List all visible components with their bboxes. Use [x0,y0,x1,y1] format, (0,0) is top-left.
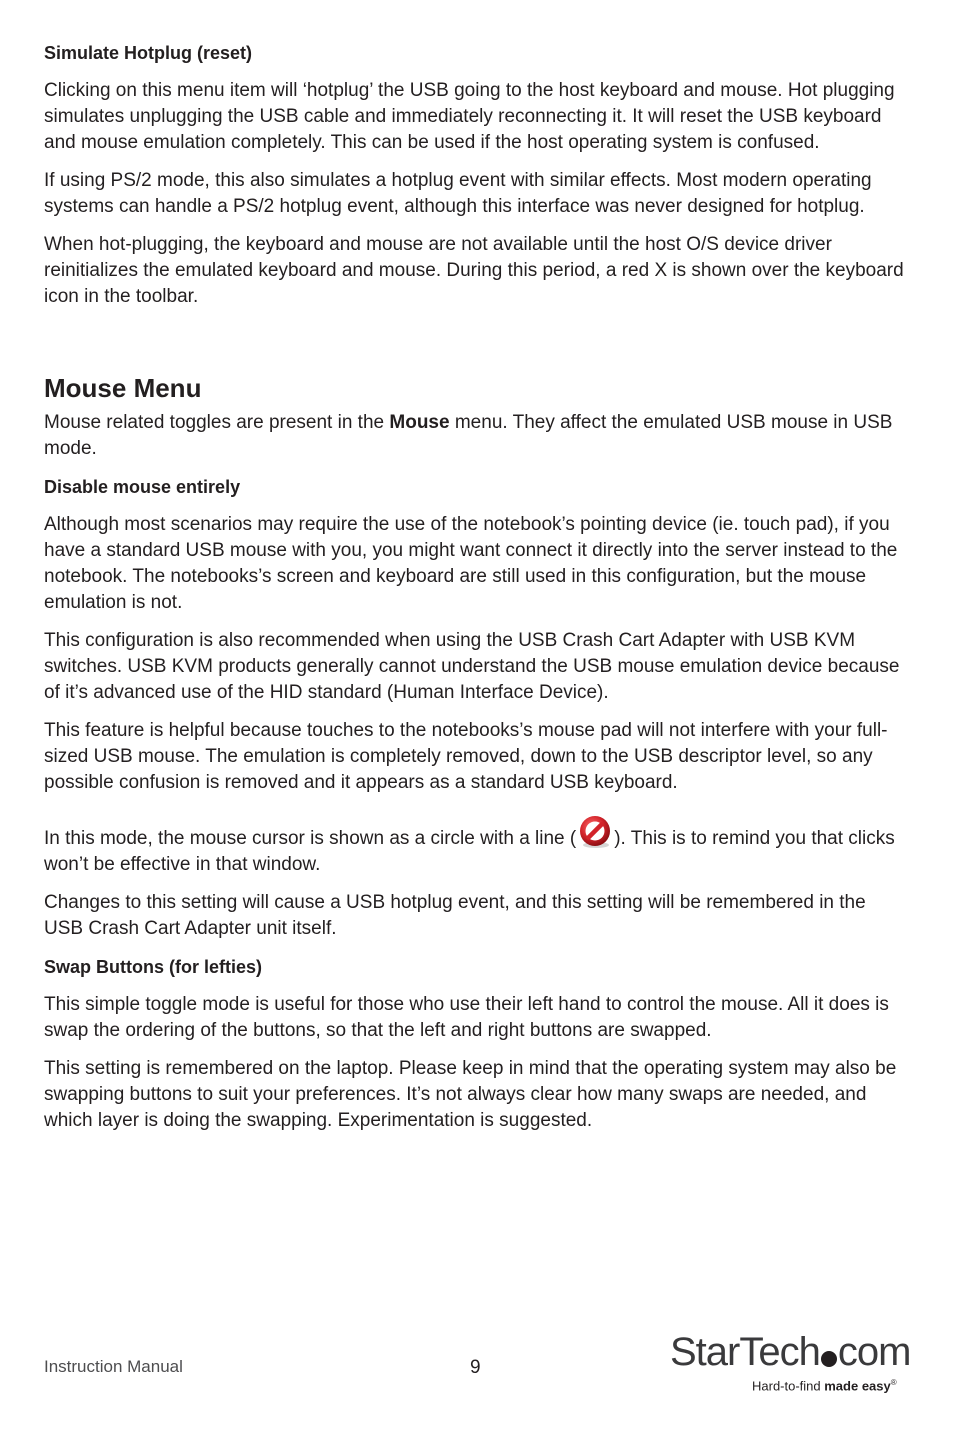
paragraph-text: ). This is to remind you that clicks won’t be effective in that window. [44,828,895,875]
paragraph: Although most scenarios may require the use of the notebook’s pointing device (ie. touch pad), if you have a standard USB mouse with you, you might want connect it directly into the server instead to the notebook. The notebooks’s screen and keyboard are still used in this configuration, but the mouse emulation is not. [44,514,898,613]
subhead-swap-buttons: Swap Buttons (for lefties) [44,957,263,977]
paragraph: If using PS/2 mode, this also simulates a hotplug event with similar effects. Most modern operating systems can handle a PS/2 hotplug event, although this interface was never designed for hotplug. [44,170,872,217]
no-entry-icon [576,814,614,850]
logo-text-part2: com [837,1330,911,1374]
tagline-registered-mark: ® [890,1378,897,1387]
page-content [44,40,910,1146]
tagline-bold: made easy [824,1378,891,1394]
paragraph: This setting is remembered on the laptop. Please keep in mind that the operating system may also be swapping buttons to suit your preferences. It’s not always clear how many swaps are needed, and which layer is doing the swapping. Experimentation is suggested. [44,1058,897,1131]
logo-text-part1: StarTech [670,1330,820,1374]
paragraph: This feature is helpful because touches to the notebooks’s mouse pad will not interfere with your full-sized USB mouse. The emulation is completely removed, down to the USB descriptor level, so any possible confusion is removed and it appears as a standard USB keyboard. [44,720,888,793]
paragraph-with-icon [44,814,910,878]
page-number: 9 [470,1357,481,1378]
tagline-light: Hard-to-find [752,1378,825,1394]
footer-label: Instruction Manual [44,1357,183,1376]
subhead-simulate-hotplug: Simulate Hotplug (reset) [44,43,253,63]
paragraph-text: In this mode, the mouse cursor is shown as a circle with a line ( [44,828,577,849]
startech-logo [670,1330,920,1400]
intro-bold-mouse: Mouse [389,412,450,433]
paragraph: This configuration is also recommended when using the USB Crash Cart Adapter with USB KVM switches. USB KVM products generally cannot understand the USB mouse emulation device because of it’s advanced use of the HID standard (Human Interface Device). [44,630,900,703]
intro-text: menu. They affect the emulated USB mouse in USB mode. [44,412,893,459]
logo-dot-icon [821,1351,837,1367]
paragraph: This simple toggle mode is useful for those who use their left hand to control the mouse. All it does is swap the ordering of the buttons, so that the left and right buttons are swapped. [44,994,889,1041]
paragraph: Changes to this setting will cause a USB hotplug event, and this setting will be remembered in the USB Crash Cart Adapter unit itself. [44,892,866,939]
paragraph: Clicking on this menu item will ‘hotplug’ the USB going to the host keyboard and mouse. Hot plugging simulates unplugging the USB cable and immediately reconnecting it. It will reset the USB keyboard and mouse emulation completely. This can be used if the host operating system is confused. [44,80,895,153]
section-heading-mouse-menu: Mouse Menu [44,373,202,403]
intro-text: Mouse related toggles are present in the [44,412,390,433]
logo-tagline [752,1378,897,1393]
logo-wordmark [670,1330,910,1374]
paragraph: When hot-plugging, the keyboard and mouse are not available until the host O/S device driver reinitializes the emulated keyboard and mouse. During this period, a red X is shown over the keyboard icon in the toolbar. [44,234,904,307]
paragraph-intro [44,410,910,462]
subhead-disable-mouse: Disable mouse entirely [44,477,241,497]
